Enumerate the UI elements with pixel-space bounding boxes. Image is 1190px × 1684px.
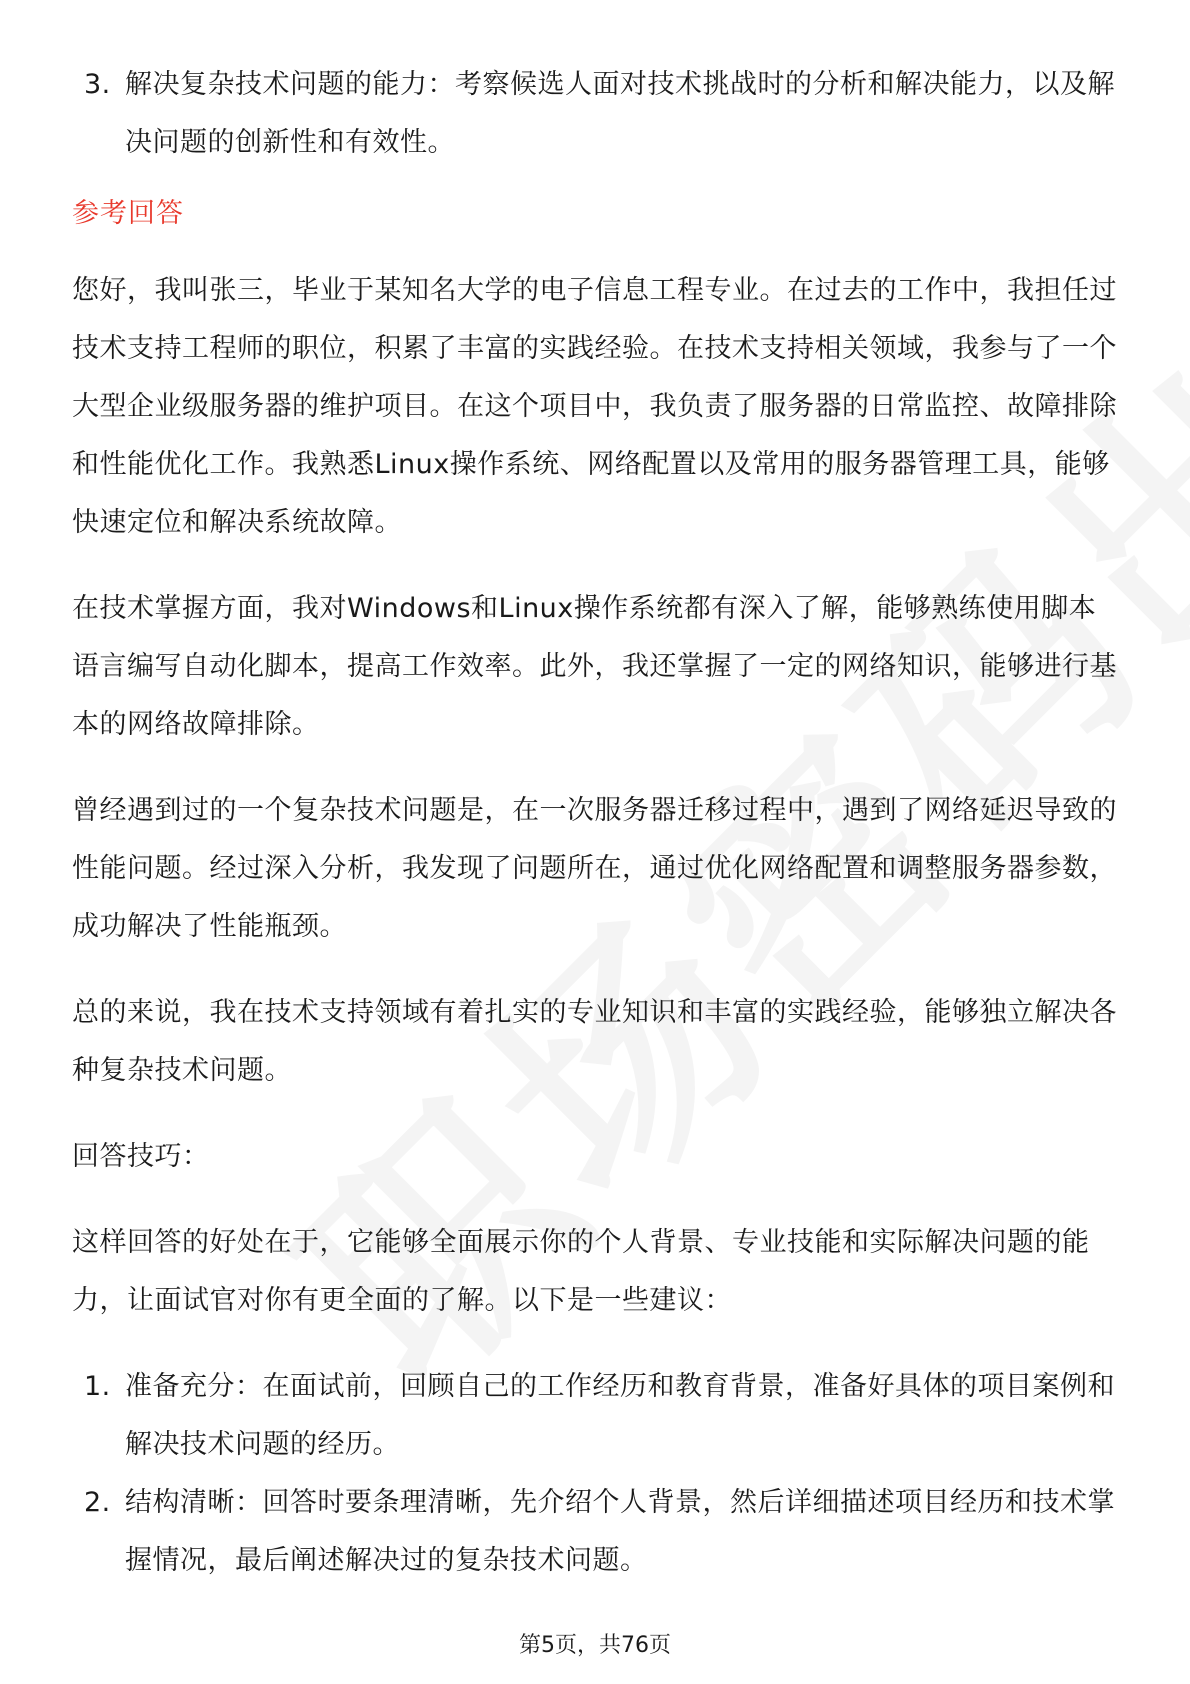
paragraph-tips-heading: 回答技巧： [72,1141,210,1172]
list-item [72,1474,1122,1590]
paragraph-tips-intro: 这样回答的好处在于，它能够全面展示你的个人背景、专业技能和实际解决问题的能力，让面试官对你有更全面的了解。以下是一些建议： [72,1227,1090,1316]
page-content [72,56,1122,1590]
tips-list [72,1358,1122,1590]
paragraph-problem: 曾经遇到过的一个复杂技术问题是，在一次服务器迁移过程中，遇到了网络延迟导致的性能问题。经过深入分析，我发现了问题所在，通过优化网络配置和调整服务器参数，成功解决了性能瓶颈。 [72,795,1117,942]
list-item-text: 准备充分：在面试前，回顾自己的工作经历和教育背景，准备好具体的项目案例和解决技术问题的经历。 [125,1371,1115,1460]
section-heading: 参考回答 [72,198,184,229]
list-item-number: 2. [84,1487,111,1518]
list-item-number: 3. [84,69,111,100]
paragraph-skills: 在技术掌握方面，我对Windows和Linux操作系统都有深入了解，能够熟练使用脚本语言编写自动化脚本，提高工作效率。此外，我还掌握了一定的网络知识，能够进行基本的网络故障排除。 [72,593,1117,740]
list-item-text: 结构清晰：回答时要条理清晰，先介绍个人背景，然后详细描述项目经历和技术掌握情况，最后阐述解决过的复杂技术问题。 [125,1487,1115,1576]
page-footer: 第5页，共76页 [519,1633,671,1658]
list-item-text: 解决复杂技术问题的能力：考察候选人面对技术挑战时的分析和解决能力，以及解决问题的创新性和有效性。 [125,69,1115,158]
list-item [72,1358,1122,1474]
list-item [72,56,1122,172]
intro-list [72,56,1122,172]
paragraph-summary: 总的来说，我在技术支持领域有着扎实的专业知识和丰富的实践经验，能够独立解决各种复杂技术问题。 [72,997,1117,1086]
paragraph-intro: 您好，我叫张三，毕业于某知名大学的电子信息工程专业。在过去的工作中，我担任过技术支持工程师的职位，积累了丰富的实践经验。在技术支持相关领域，我参与了一个大型企业级服务器的维护项目。在这个项目中，我负责了服务器的日常监控、故障排除和性能优化工作。我熟悉Linux操作系统、网络配置以及常用的服务器管理工具，能够快速定位和解决系统故障。 [72,275,1117,538]
list-item-number: 1. [84,1371,111,1402]
